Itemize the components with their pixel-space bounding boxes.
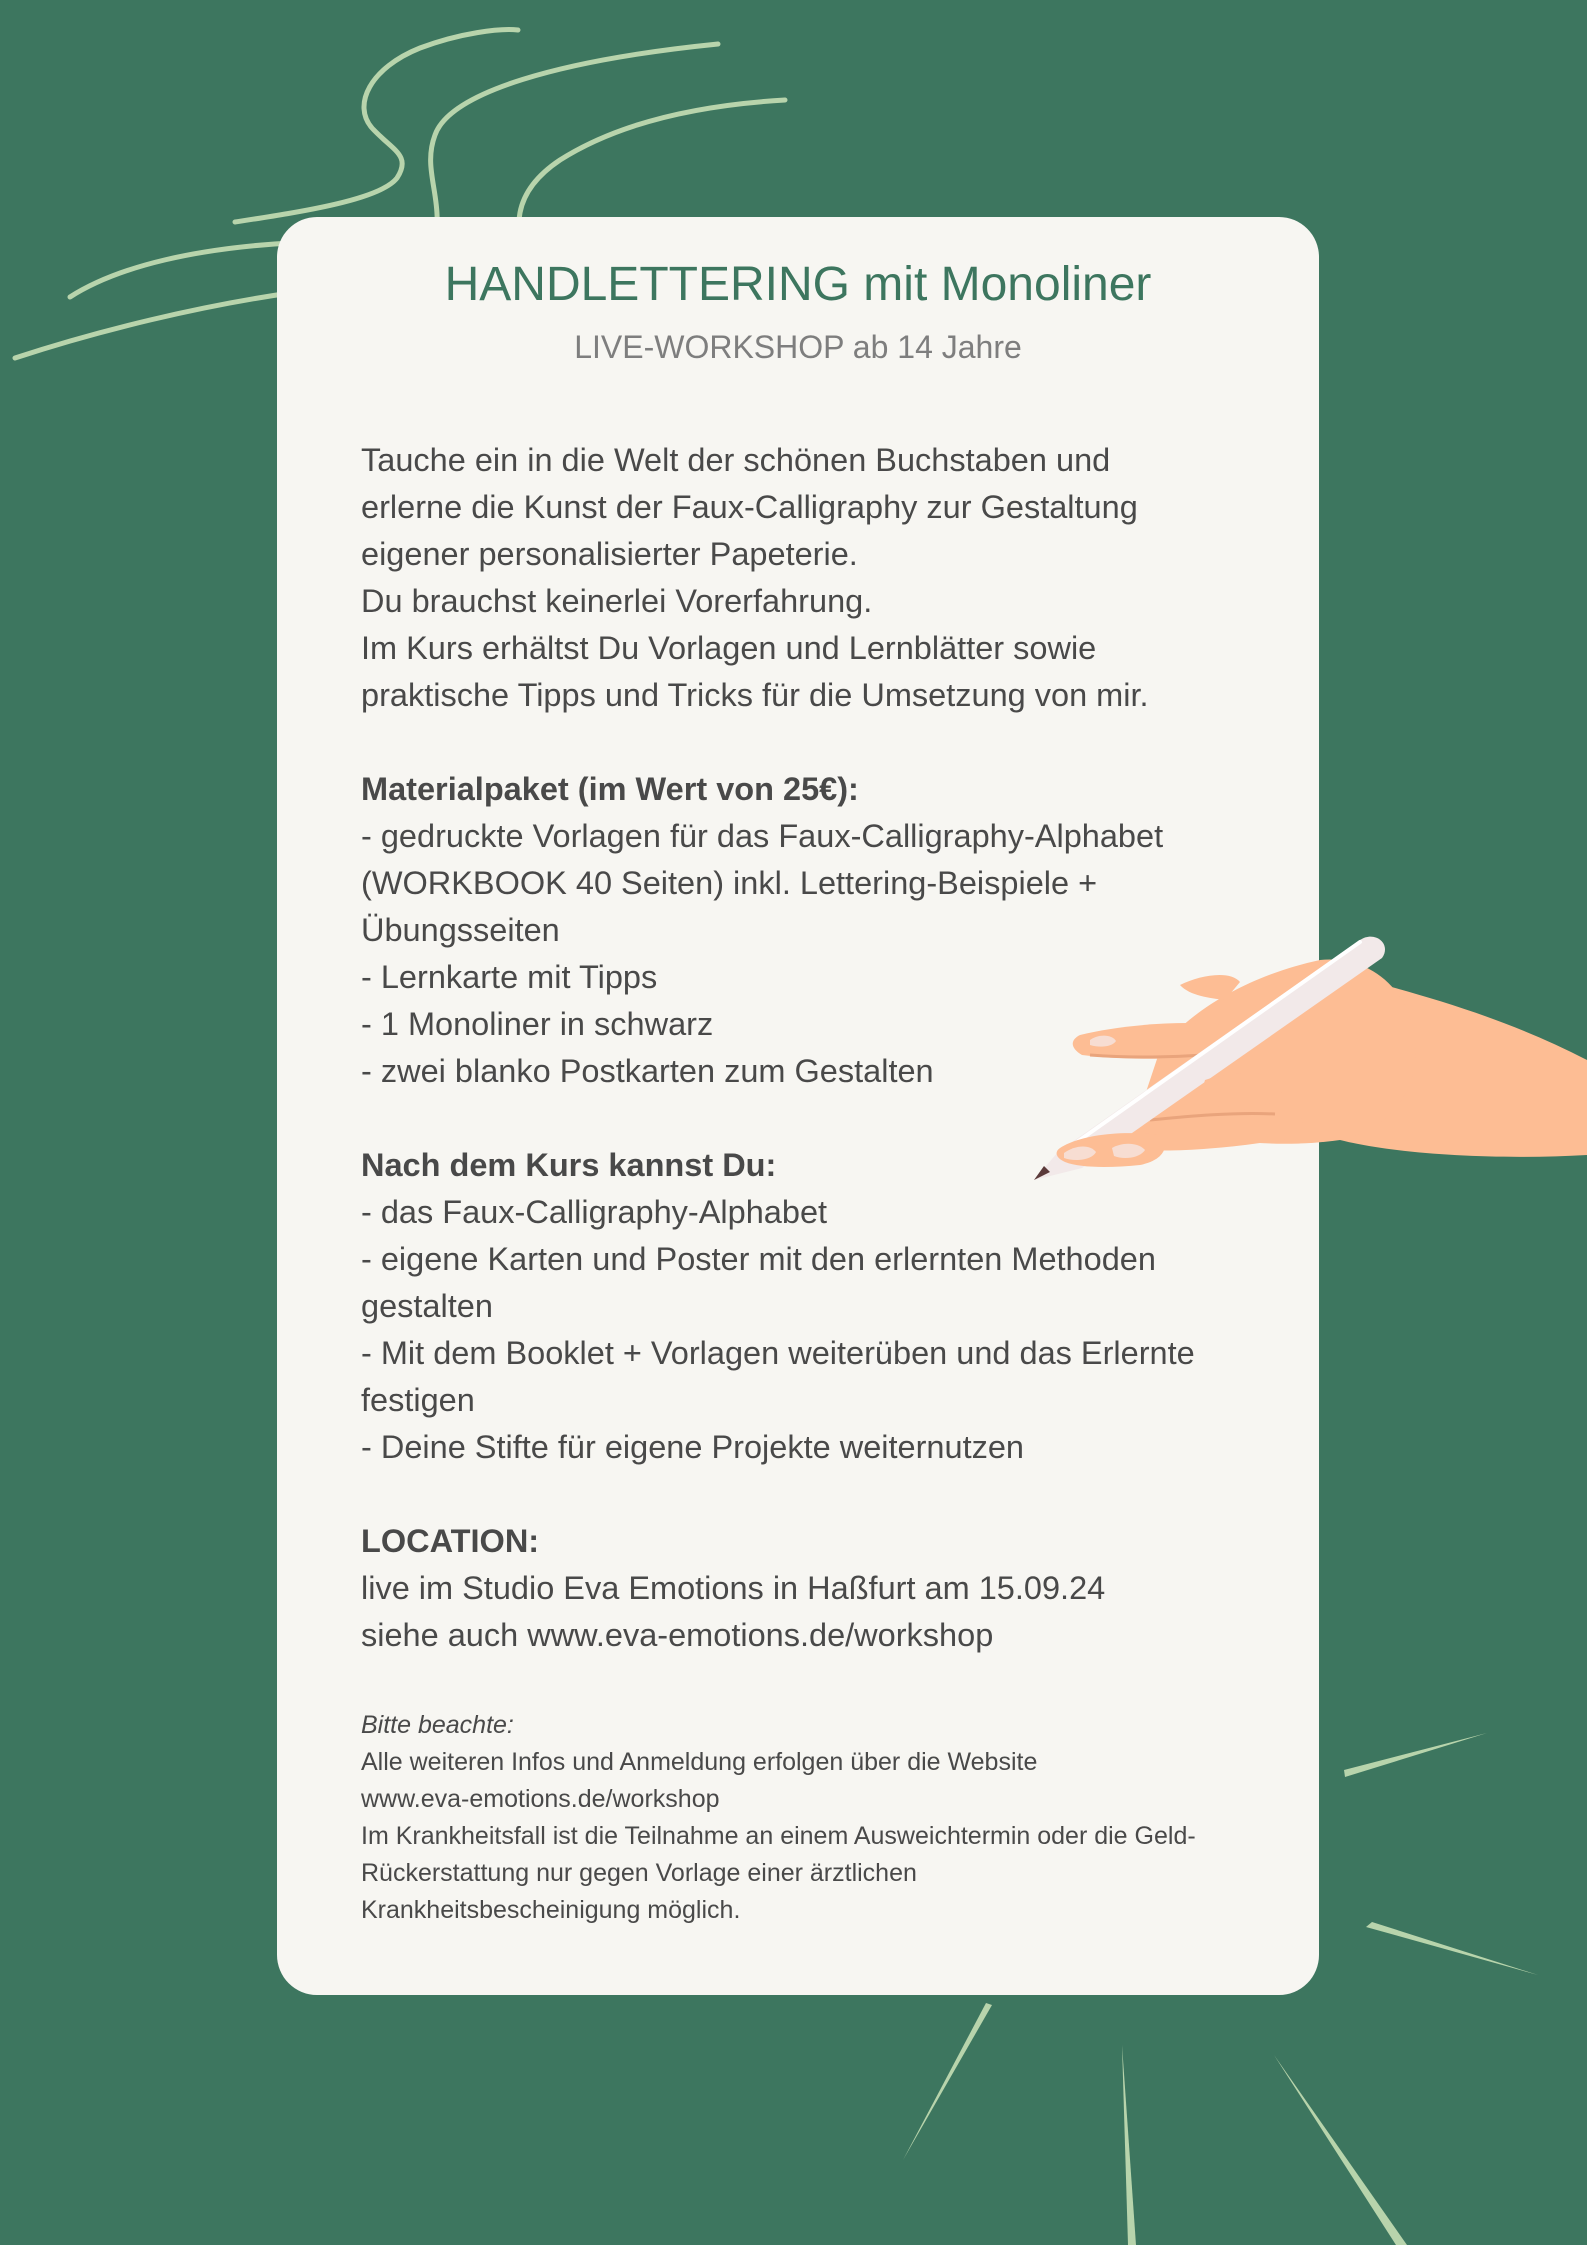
notes-line: www.eva-emotions.de/workshop xyxy=(361,1785,720,1813)
decor-swirl-3 xyxy=(15,293,290,358)
decor-ray-5 xyxy=(1274,2055,1407,2245)
outcome-line: - Deine Stifte für eigene Projekte weiternutzen xyxy=(361,1429,1024,1465)
material-line: (WORKBOOK 40 Seiten) inkl. Lettering-Beispiele + xyxy=(361,865,1098,901)
material-heading: Materialpaket (im Wert von 25€): xyxy=(361,771,859,807)
notes-block xyxy=(361,1707,1281,1929)
location-line: siehe auch www.eva-emotions.de/workshop xyxy=(361,1617,994,1653)
decor-ray-3 xyxy=(903,2003,992,2160)
intro-line: Tauche ein in die Welt der schönen Buchstaben und xyxy=(361,442,1111,478)
workshop-title: HANDLETTERING mit Monoliner xyxy=(444,258,1152,311)
notes-intro: Bitte beachte: xyxy=(361,1711,514,1739)
decor-ray-1 xyxy=(1344,1733,1487,1777)
material-line: - zwei blanko Postkarten zum Gestalten xyxy=(361,1053,934,1089)
intro-line: Du brauchst keinerlei Vorerfahrung. xyxy=(361,583,873,619)
outcome-line: - das Faux-Calligraphy-Alphabet xyxy=(361,1194,828,1230)
decor-swirl-1 xyxy=(235,30,518,222)
material-line: - gedruckte Vorlagen für das Faux-Calligraphy-Alphabet xyxy=(361,818,1164,854)
location-heading: LOCATION: xyxy=(361,1523,540,1559)
decor-swirl-2 xyxy=(70,243,290,297)
decor-ray-4 xyxy=(1122,2045,1136,2245)
intro-line: eigener personalisierter Papeterie. xyxy=(361,536,858,572)
material-line: Übungsseiten xyxy=(361,912,560,948)
outcomes-heading: Nach dem Kurs kannst Du: xyxy=(361,1147,777,1183)
outcome-line: gestalten xyxy=(361,1288,493,1324)
intro-line: Im Kurs erhältst Du Vorlagen und Lernblätter sowie xyxy=(361,630,1097,666)
outcome-line: - eigene Karten und Poster mit den erlernten Methoden xyxy=(361,1241,1156,1277)
intro-line: praktische Tipps und Tricks für die Umsetzung von mir. xyxy=(361,677,1149,713)
outcome-line: festigen xyxy=(361,1382,475,1418)
notes-line: Krankheitsbescheinigung möglich. xyxy=(361,1896,741,1924)
outcome-line: - Mit dem Booklet + Vorlagen weiterüben und das Erlernte xyxy=(361,1335,1195,1371)
notes-line: Im Krankheitsfall ist die Teilnahme an einem Ausweichtermin oder die Geld- xyxy=(361,1822,1196,1850)
notes-line: Rückerstattung nur gegen Vorlage einer ärztlichen xyxy=(361,1859,917,1887)
hand-with-pen-icon xyxy=(1020,930,1587,1190)
material-line: - 1 Monoliner in schwarz xyxy=(361,1006,714,1042)
location-line: live im Studio Eva Emotions in Haßfurt am 15.09.24 xyxy=(361,1570,1106,1606)
material-line: - Lernkarte mit Tipps xyxy=(361,959,658,995)
notes-line: Alle weiteren Infos und Anmeldung erfolgen über die Website xyxy=(361,1748,1038,1776)
workshop-subtitle: LIVE-WORKSHOP ab 14 Jahre xyxy=(574,329,1022,365)
decor-ray-2 xyxy=(1366,1922,1538,1975)
intro-line: erlerne die Kunst der Faux-Calligraphy zur Gestaltung xyxy=(361,489,1138,525)
